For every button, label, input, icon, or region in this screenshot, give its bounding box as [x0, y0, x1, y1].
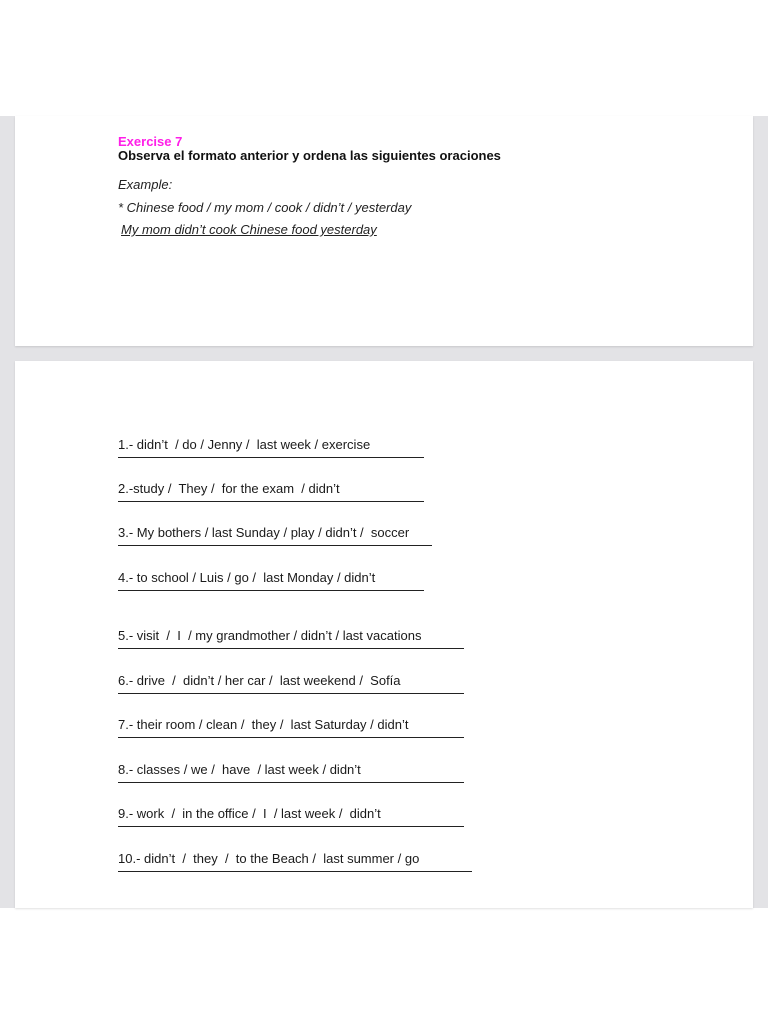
exercise-item-text: 7.- their room / clean / they / last Saturday / didn’t: [118, 717, 409, 732]
exercise-instruction: Observa el formato anterior y ordena las siguientes oraciones: [118, 148, 501, 163]
example-prompt: * Chinese food / my mom / cook / didn’t / yesterday: [118, 200, 412, 215]
exercise-item-text: 4.- to school / Luis / go / last Monday / didn’t: [118, 570, 376, 585]
exercise-item-text: 1.- didn’t / do / Jenny / last week / exercise: [118, 437, 371, 452]
example-answer: My mom didn’t cook Chinese food yesterday: [121, 222, 377, 237]
exercise-item-text: 9.- work / in the office / I / last week / didn’t: [118, 806, 381, 821]
exercise-item-text: 8.- classes / we / have / last week / didn’t: [118, 762, 361, 777]
document-page-1: [15, 116, 753, 346]
exercise-item-text: 2.-study / They / for the exam / didn’t: [118, 481, 340, 496]
exercise-item-2: [118, 481, 518, 502]
exercise-item-7: [118, 717, 518, 738]
exercise-item-3: [118, 525, 518, 546]
exercise-title: Exercise 7: [118, 134, 183, 149]
exercise-item-text: 5.- visit / I / my grandmother / didn’t / last vacations: [118, 628, 422, 643]
exercise-item-4: [118, 570, 518, 591]
exercise-item-text: 10.- didn’t / they / to the Beach / last summer / go: [118, 851, 420, 866]
answer-line[interactable]: [118, 501, 424, 502]
answer-line[interactable]: [118, 826, 464, 827]
answer-line[interactable]: [118, 457, 424, 458]
example-label: Example:: [118, 177, 173, 192]
answer-line[interactable]: [118, 871, 472, 872]
exercise-item-5: [118, 628, 518, 649]
exercise-item-1: [118, 437, 518, 458]
answer-line[interactable]: [118, 545, 432, 546]
answer-line[interactable]: [118, 782, 464, 783]
document-page-2: [15, 361, 753, 908]
exercise-item-8: [118, 762, 518, 783]
answer-line[interactable]: [118, 648, 464, 649]
exercise-item-text: 3.- My bothers / last Sunday / play / didn’t / soccer: [118, 525, 410, 540]
exercise-item-9: [118, 806, 518, 827]
answer-line[interactable]: [118, 737, 464, 738]
answer-line[interactable]: [118, 693, 464, 694]
exercise-item-10: [118, 851, 518, 872]
exercise-item-text: 6.- drive / didn’t / her car / last weekend / Sofía: [118, 673, 401, 688]
answer-line[interactable]: [118, 590, 424, 591]
exercise-item-6: [118, 673, 518, 694]
